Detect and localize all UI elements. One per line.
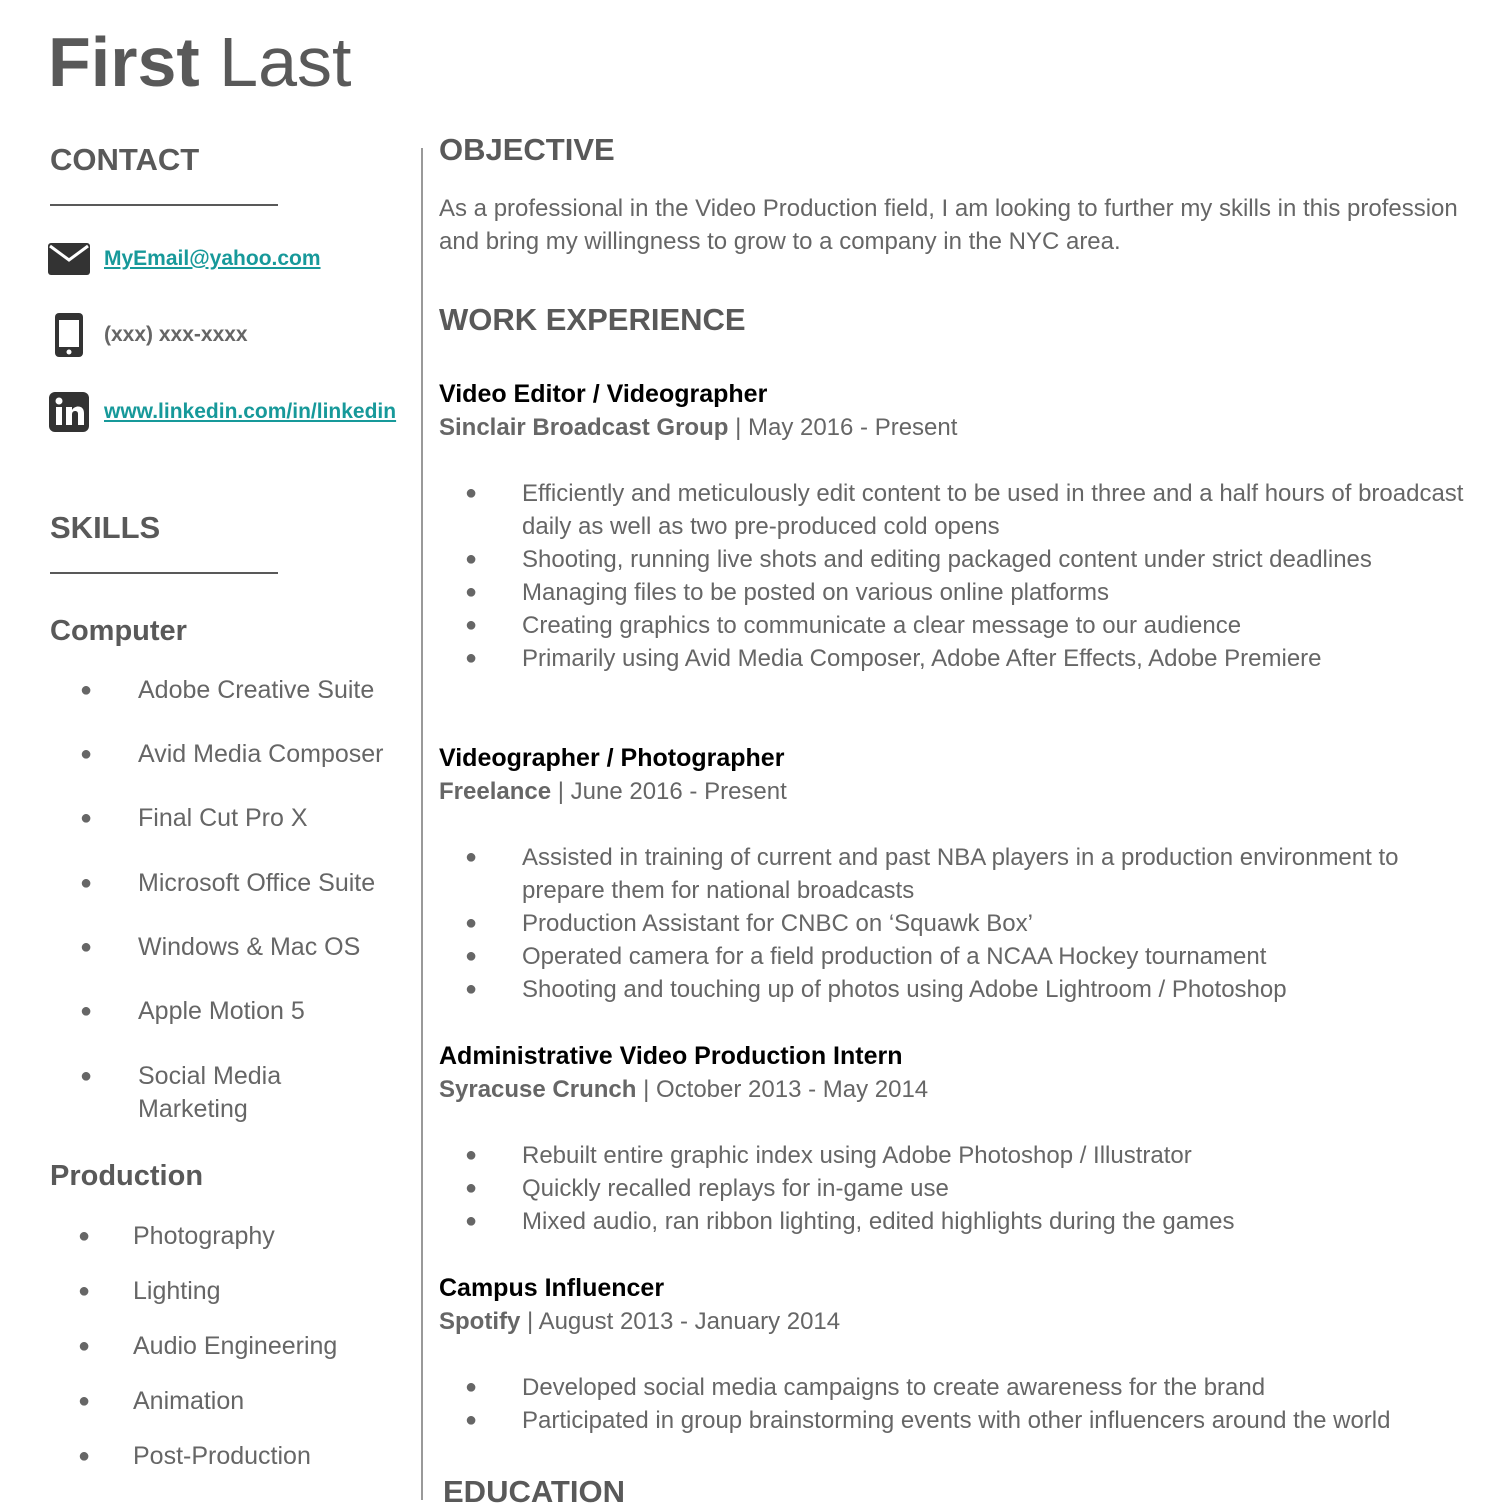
list-item: ● Primarily using Avid Media Composer, Adobe After Effects, Adobe Premiere [465, 645, 1322, 672]
resume-name: First Last [48, 23, 352, 101]
divider [50, 572, 278, 574]
contact-phone [48, 313, 248, 357]
work-heading: WORK EXPERIENCE [439, 302, 746, 337]
linkedin-icon [48, 392, 90, 432]
list-item: ● Developed social media campaigns to create awareness for the brand [465, 1374, 1266, 1401]
objective-heading: OBJECTIVE [439, 132, 615, 167]
phone-icon [48, 313, 90, 357]
job-title: Videographer / Photographer [439, 744, 785, 772]
skills-group-computer: Computer [50, 615, 187, 647]
list-item: ● Operated camera for a field production of a NCAA Hockey tournament [465, 943, 1267, 970]
job-title: Campus Influencer [439, 1274, 665, 1302]
skill-item: ● Final Cut Pro X [80, 804, 308, 832]
job-title: Administrative Video Production Intern [439, 1042, 903, 1070]
phone-number: (xxx) xxx-xxxx [104, 323, 248, 346]
job-title: Video Editor / Videographer [439, 380, 768, 408]
list-item: ● Production Assistant for CNBC on ‘Squawk Box’ [465, 910, 1033, 937]
job-bullets [439, 841, 1469, 1006]
list-item: ● Mixed audio, ran ribbon lighting, edited highlights during the games [465, 1208, 1235, 1235]
skill-item: ● Social Media Marketing [80, 1062, 282, 1123]
skill-item: ● Post-Production [78, 1442, 311, 1470]
skill-item: ● Lighting [78, 1277, 221, 1305]
job-entry [439, 1040, 1469, 1238]
list-item: ● Efficiently and meticulously edit content to be used in three and a half hours of broadcast daily as well as two pre-produced cold opens [465, 480, 1464, 540]
job-bullets [439, 1371, 1469, 1437]
divider [50, 204, 278, 206]
envelope-icon [48, 243, 90, 275]
column-divider [421, 148, 423, 1500]
list-item: ● Creating graphics to communicate a clear message to our audience [465, 612, 1242, 639]
skill-item: ● Photography [78, 1222, 275, 1250]
skill-item: ● Adobe Creative Suite [80, 676, 375, 704]
objective-text: As a professional in the Video Production field, I am looking to further my skills in this profession and bring my willingness to grow to a company in the NYC area. [439, 195, 1458, 255]
skills-heading: SKILLS [50, 510, 161, 545]
list-item: ● Quickly recalled replays for in-game use [465, 1175, 949, 1202]
list-item: ● Assisted in training of current and past NBA players in a production environment to prepare them for national broadcasts [465, 844, 1399, 904]
list-item: ● Participated in group brainstorming events with other influencers around the world [465, 1407, 1391, 1434]
skill-item: ● Windows & Mac OS [80, 933, 361, 961]
skill-item: ● Apple Motion 5 [80, 997, 305, 1025]
job-company: Syracuse Crunch | October 2013 - May 2014 [439, 1076, 929, 1103]
contact-linkedin [48, 392, 396, 432]
list-item: ● Rebuilt entire graphic index using Adobe Photoshop / Illustrator [465, 1142, 1192, 1169]
skill-item: ● Avid Media Composer [80, 740, 384, 768]
email-link[interactable]: MyEmail@yahoo.com [104, 247, 321, 270]
job-company: Spotify | August 2013 - January 2014 [439, 1308, 841, 1335]
skill-item: ● Audio Engineering [78, 1332, 338, 1360]
skills-group-production: Production [50, 1160, 204, 1192]
contact-heading: CONTACT [50, 142, 200, 177]
skill-item: ● Animation [78, 1387, 245, 1415]
list-item: ● Managing files to be posted on various online platforms [465, 579, 1110, 606]
job-bullets [439, 477, 1469, 675]
list-item: ● Shooting, running live shots and editing packaged content under strict deadlines [465, 546, 1372, 573]
job-company: Sinclair Broadcast Group | May 2016 - Present [439, 414, 958, 441]
education-heading: EDUCATION [443, 1474, 625, 1509]
job-entry [439, 378, 1469, 675]
job-entry [439, 742, 1469, 1006]
job-entry [439, 1272, 1469, 1437]
list-item: ● Shooting and touching up of photos using Adobe Lightroom / Photoshop [465, 976, 1287, 1003]
job-company: Freelance | June 2016 - Present [439, 778, 787, 805]
linkedin-link[interactable]: www.linkedin.com/in/linkedin [104, 400, 397, 423]
job-bullets [439, 1139, 1469, 1238]
skill-item: ● Microsoft Office Suite [80, 869, 376, 897]
contact-email [48, 240, 321, 278]
